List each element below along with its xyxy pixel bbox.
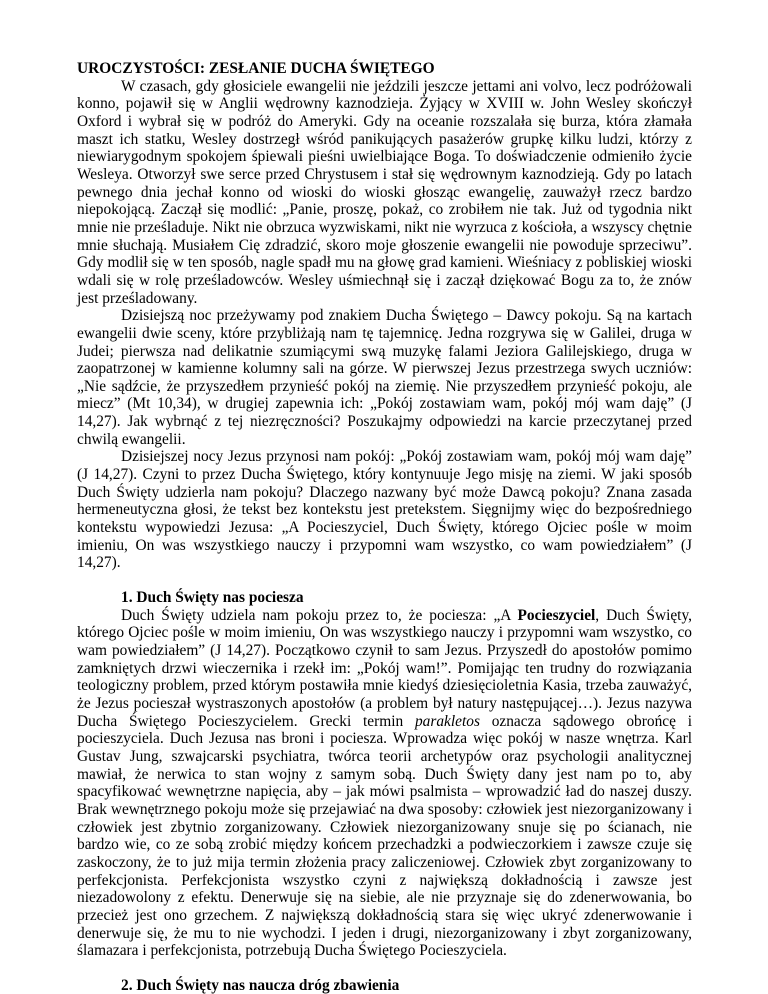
section-1-bold-term: Pocieszyciel bbox=[517, 606, 596, 624]
section-1-text-b: , Duch Święty, którego Ojciec pośle w moim imieniu, On was wszystkiego nauczy i przypomni wam wszystko, co wam powiedziałem” (J 14,27). Początkowo czynił to sam Jezus. Przyszedł do apostołów pomimo zamkniętych drzwi wieczernika i rzekł im: „Pokój wam!”. Pomijając ten trudny do rozwiązania teologiczny problem, przed którym postawiła mnie kiedyś dziesięcioletnia Kasia, trzeba zauważyć, że Jezus pocieszał wystraszonych apostołów (a problem był natury następującej…). Jezus nazywa Ducha Świętego Pocieszycielem. Grecki termin bbox=[77, 606, 693, 730]
intro-paragraph-1: W czasach, gdy głosiciele ewangelii nie jeździli jeszcze jettami ani volvo, lecz podróżowali konno, pojawił się w Anglii wędrowny kaznodzieja. Żyjący w XVIII w. John Wesley skończył Oxford i wybrał się w podróż do Ameryki. Gdy na oceanie rozszalała się burza, która złamała maszt ich statku, Wesley dostrzegł wśród panikujących pasażerów grupkę kilku ludzi, którzy z niewiarygodnym spokojem śpiewali pieśni uwielbiające Boga. To doświadczenie odmieniło życie Wesleya. Otworzył swe serce przed Chrystusem i stał się wędrownym kaznodzieją. Gdy po latach pewnego dnia jechał konno od wioski do wioski głosząc ewangelię, zauważył rzecz bardzo niepokojącą. Zaczął się modlić: „Panie, proszę, pokaż, co zrobiłem nie tak. Już od tygodnia nikt mnie nie prześladuje. Nikt nie obrzuca wyzwiskami, nikt nie wyrzuca z kościoła, a wszyscy chętnie mnie słuchają. Musiałem Cię zdradzić, skoro moje głoszenie ewangelii nie powoduje sprzeciwu”. Gdy modlił się w ten sposób, nagle spadł mu na głowę grad kamieni. Wieśniacy z pobliskiej wioski wdali się w rolę prześladowców. Wesley uśmiechnął się i zaczął dziękować Bogu za to, że znów jest prześladowany. bbox=[77, 77, 692, 307]
section-2-heading: 2. Duch Święty nas naucza dróg zbawienia bbox=[121, 976, 400, 994]
section-1-paragraph bbox=[77, 607, 692, 960]
intro-paragraph-3: Dzisiejszej nocy Jezus przynosi nam pokój: „Pokój zostawiam wam, pokój mój wam daję” (J 14,27). Czyni to przez Ducha Świętego, który kontynuuje Jego misję na ziemi. W jaki sposób Duch Święty udzierla nam pokoju? Dlaczego nazwany być może Dawcą pokoju? Znana zasada hermeneutyczna głosi, że tekst bez kontekstu jest pretekstem. Sięgnijmy więc do bezpośredniego kontekstu wypowiedzi Jezusa: „A Pocieszyciel, Duch Święty, którego Ojciec pośle w moim imieniu, On was wszystkiego nauczy i przypomni wam wszystko, co wam powiedziałem” (J 14,27). bbox=[77, 448, 692, 572]
document-page bbox=[77, 60, 692, 994]
section-1-text-a: Duch Święty udziela nam pokoju przez to, że pociesza: „A bbox=[121, 606, 518, 624]
document-title: UROCZYSTOŚCI: ZESŁANIE DUCHA ŚWIĘTEGO bbox=[77, 60, 435, 77]
section-1-heading: 1. Duch Święty nas pociesza bbox=[121, 589, 304, 607]
section-1-text-c: oznacza sądowego obrońcę i pocieszyciela. Duch Jezusa nas broni i pociesza. Wprowadza więc pokój w nasze wnętrza. Karl Gustav Jung, szwajcarski psychiatra, twórca teorii archetypów oraz psychologii analitycznej mawiał, że nerwica to stan wojny z samym sobą. Duch Święty dany jest nam po to, aby spacyfikować wewnętrzne napięcia, aby – jak mówi psalmista – wprowadzić ład do naszej duszy. Brak wewnętrznego pokoju może się przejawiać na dwa sposoby: człowiek jest niezorganizowany i człowiek jest zbytnio zorganizowany. Człowiek niezorganizowany snuje się po ścianach, nie bardzo wie, co ze sobą zrobić między końcem przechadzki a podwieczorkiem i zawsze czuje się zaskoczony, że to już mija termin złożenia pracy zaliczeniowej. Człowiek zbyt zorganizowany to perfekcjonista. Perfekcjonista wszystko czyni z największą dokładnością i zawsze jest niezadowolony z efektu. Denerwuje się na siebie, ale nie przyznaje się do zdenerwowania, bo przecież jest ono grzechem. Z największą dokładnością stara się więc ukryć zdenerwowanie i denerwuje się, że mu to nie wychodzi. I jeden i drugi, niezorganizowany i zbyt zorganizowany, ślamazara i perfekcjonista, potrzebują Ducha Świętego Pocieszyciela. bbox=[77, 712, 692, 960]
intro-paragraph-2: Dzisiejszą noc przeżywamy pod znakiem Ducha Świętego – Dawcy pokoju. Są na kartach ewangelii dwie sceny, które przybliżają nam tę tajemnicę. Jedna rozgrywa się w Galilei, druga w Judei; pierwsza nad delikatnie szumiącymi swą muzykę falami Jeziora Galilejskiego, druga w zaopatrzonej w kamienne kolumny sali na górze. W pierwszej Jezus przestrzega swych uczniów: „Nie sądźcie, że przyszedłem przynieść pokój na ziemię. Nie przyszedłem przynieść pokoju, ale miecz” (Mt 10,34), w drugiej zapewnia ich: „Pokój zostawiam wam, pokój mój wam daję” (J 14,27). Jak wybrnąć z tej niezręczności? Poszukajmy odpowiedzi na karcie przeczytanej przed chwilą ewangelii. bbox=[77, 307, 692, 448]
section-1-italic-term: parakletos bbox=[414, 712, 480, 730]
section-spacer bbox=[77, 572, 692, 589]
section-spacer-2 bbox=[77, 960, 692, 977]
